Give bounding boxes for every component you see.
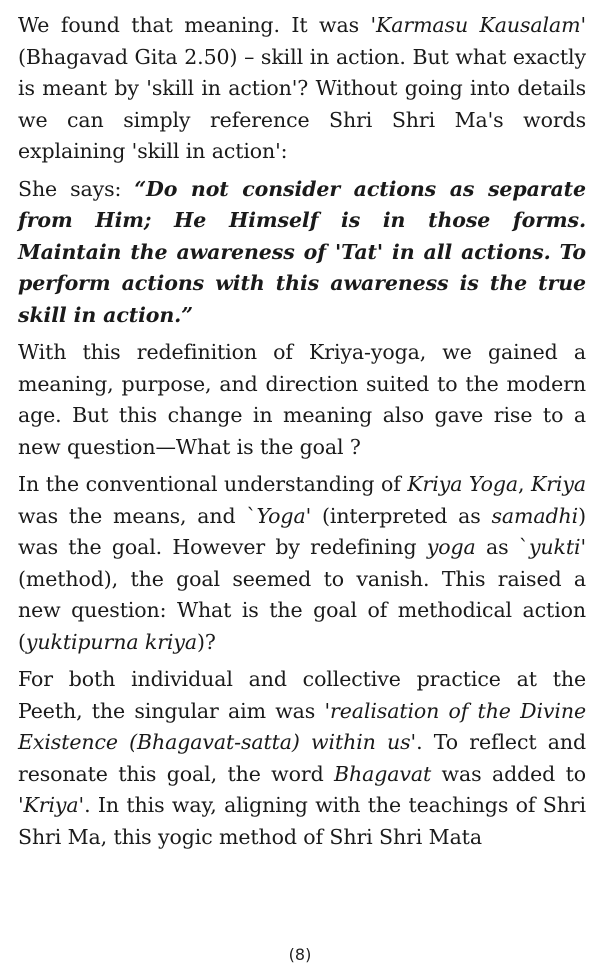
text-run: ) was the goal. However by redefining — [18, 503, 586, 559]
text-run: ' (Bhagavad Gita 2.50) – skill in action. But what exactly is meant by 'skill in action'? Without going into details we can simply reference Shri Shri Ma's words explaining 'skill in action': — [18, 13, 586, 163]
text-run: was the means, and ` — [18, 503, 257, 528]
paragraph-conventional-understanding — [18, 469, 586, 658]
text-run: was added to ' — [18, 761, 587, 817]
italic-term: Kriya — [531, 472, 586, 496]
text-run: With this redefinition of Kriya-yoga, we gained a meaning, purpose, and direction suited to the modern age. But this change in meaning also gave rise to a new question—What is the goal ? — [18, 340, 586, 459]
italic-term: yoga — [426, 535, 476, 559]
italic-term: Yoga — [256, 503, 306, 528]
quote-lead: She says: — [18, 176, 135, 201]
text-run: )? — [196, 629, 216, 654]
paragraph-quote — [18, 174, 586, 332]
italic-term: samadhi — [491, 503, 579, 528]
italic-term: Kriya — [23, 793, 79, 817]
paragraph-peeth-practice — [18, 664, 586, 853]
text-run: '. To reflect and resonate this goal, the word — [18, 730, 586, 786]
text-run: , — [517, 472, 531, 496]
italic-term: yuktipurna kriya — [25, 629, 197, 654]
italic-term: realisation of the Divine Existence (Bhagavat-satta) within us — [18, 698, 586, 754]
italic-term: Bhagavat — [334, 761, 432, 786]
page-number: (8) — [288, 945, 312, 964]
text-run: '. In this way, aligning with the teachings of Shri Shri Ma, this yogic method of Shri Shri Mata — [18, 793, 586, 849]
text-run: as ` — [475, 535, 529, 559]
quote-body: “Do not consider actions as separate from Him; He Himself is in those forms. Maintain the awareness of 'Tat' in all actions. To perform actions with this awareness is the true skill in action.” — [18, 176, 586, 327]
paragraph-skill-in-action — [18, 10, 586, 168]
text-run: For both individual and collective practice at the Peeth, the singular aim was ' — [18, 667, 586, 723]
text-run: In the conventional understanding of — [18, 472, 408, 496]
text-run: ' (method), the goal seemed to vanish. This raised a new question: What is the goal of methodical action ( — [18, 535, 586, 654]
text-run: We found that meaning. It was ' — [18, 13, 377, 37]
italic-term-karmasu-kausalam: Karmasu Kausalam — [376, 13, 581, 37]
paragraph-redefinition — [18, 337, 586, 463]
italic-term: yukti — [528, 535, 581, 559]
text-run: ' (interpreted as — [305, 503, 492, 528]
italic-term: Kriya Yoga — [407, 472, 518, 496]
